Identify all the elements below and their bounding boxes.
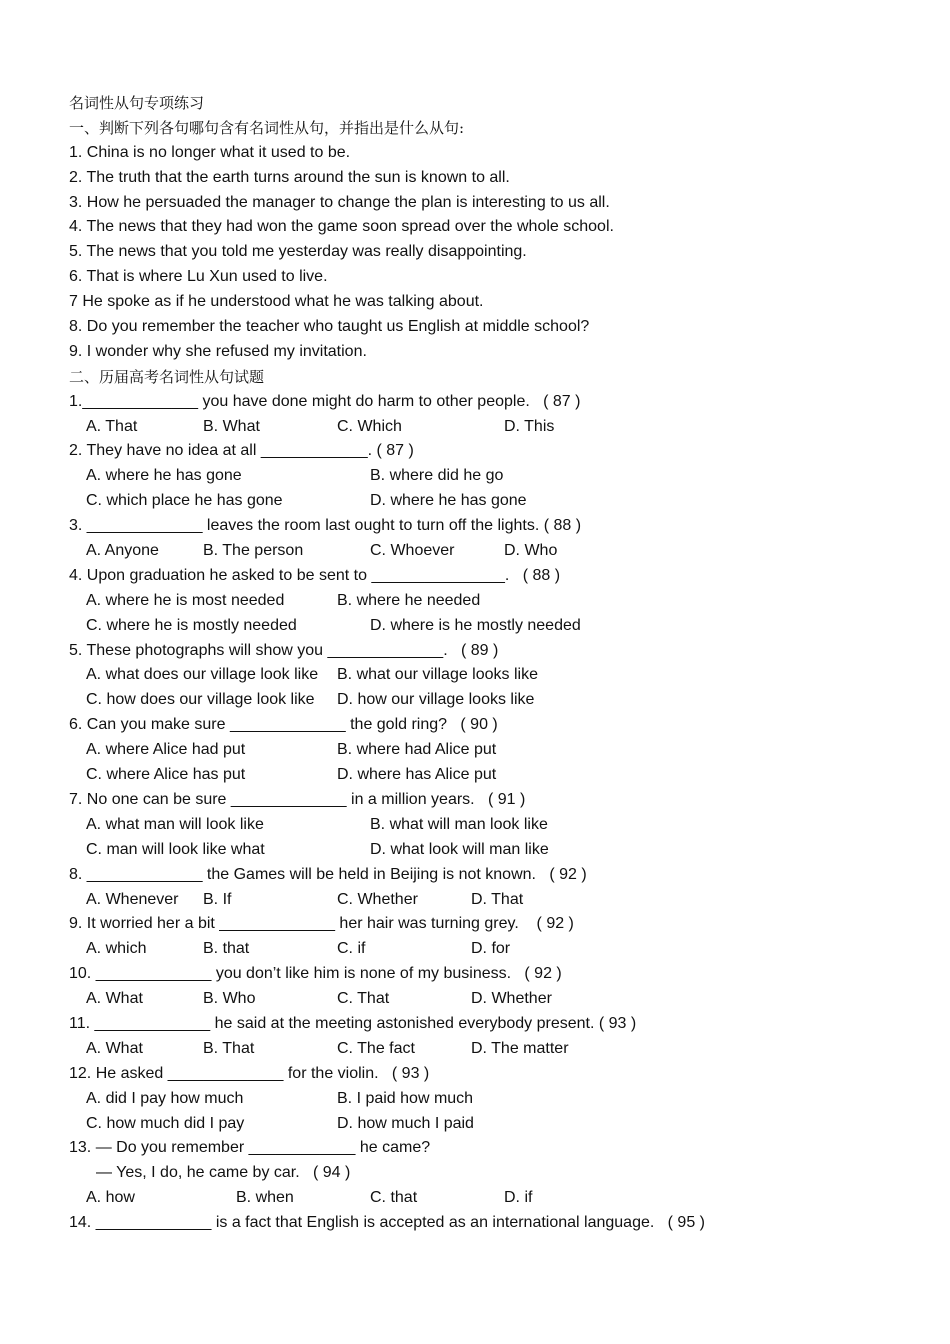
sentence-6: 6. That is where Lu Xun used to live. <box>69 268 328 286</box>
question-7-options-row2 <box>69 838 929 863</box>
question-6-options-row2 <box>69 763 929 788</box>
q10-option-d: D. Whether <box>471 990 552 1008</box>
question-4-options-row2 <box>69 614 929 639</box>
q9-option-c: C. if <box>337 940 366 958</box>
question-6-options-row1 <box>69 738 929 763</box>
q13-option-b: B. when <box>236 1189 294 1207</box>
question-1-options <box>69 415 929 440</box>
question-4-options-row1 <box>69 589 929 614</box>
question-5-stem: 5. These photographs will show you _____________. ( 89 ) <box>69 641 499 659</box>
question-8-stem: 8. _____________ the Games will be held in Beijing is not known. ( 92 ) <box>69 865 587 883</box>
question-7-stem: 7. No one can be sure _____________ in a million years. ( 91 ) <box>69 790 526 808</box>
q11-option-a: A. What <box>86 1039 143 1057</box>
document-page <box>69 91 929 1236</box>
q4-option-c: C. where he is mostly needed <box>86 616 297 634</box>
sentence-9: 9. I wonder why she refused my invitation. <box>69 342 367 360</box>
q4-option-a: A. where he is most needed <box>86 591 285 609</box>
q5-option-a: A. what does our village look like <box>86 666 319 684</box>
sentence-3: 3. How he persuaded the manager to change the plan is interesting to us all. <box>69 193 610 211</box>
q13-option-a: A. how <box>86 1189 135 1207</box>
q6-option-c: C. where Alice has put <box>86 766 246 784</box>
q12-option-b: B. I paid how much <box>337 1089 474 1107</box>
question-11-stem: 11. _____________ he said at the meeting astonished everybody present. ( 93 ) <box>69 1014 637 1032</box>
q3-option-d: D. Who <box>504 542 558 560</box>
question-4-stem: 4. Upon graduation he asked to be sent to _______________. ( 88 ) <box>69 566 561 584</box>
question-11-options <box>69 1037 929 1062</box>
sentence-7: 7 He spoke as if he understood what he was talking about. <box>69 293 484 311</box>
q10-option-a: A. What <box>86 990 143 1008</box>
q12-option-c: C. how much did I pay <box>86 1114 245 1132</box>
question-12-stem: 12. He asked _____________ for the violin. ( 93 ) <box>69 1064 430 1082</box>
q1-option-a: A. That <box>86 417 138 435</box>
q4-option-d: D. where is he mostly needed <box>370 616 581 634</box>
q3-option-c: C. Whoever <box>370 542 455 560</box>
q3-option-b: B. The person <box>203 542 304 560</box>
q7-option-a: A. what man will look like <box>86 815 264 833</box>
q2-option-a: A. where he has gone <box>86 467 242 485</box>
question-10-stem: 10. _____________ you don’t like him is none of my business. ( 92 ) <box>69 965 562 983</box>
sentence-1: 1. China is no longer what it used to be. <box>69 143 351 161</box>
q7-option-b: B. what will man look like <box>370 815 548 833</box>
question-9-stem: 9. It worried her a bit _____________ her hair was turning grey. ( 92 ) <box>69 915 574 933</box>
q11-option-d: D. The matter <box>471 1039 569 1057</box>
sentence-8: 8. Do you remember the teacher who taught us English at middle school? <box>69 318 590 336</box>
q3-option-a: A. Anyone <box>86 542 159 560</box>
q13-option-d: D. if <box>504 1189 533 1207</box>
q8-option-c: C. Whether <box>337 890 418 908</box>
q10-option-c: C. That <box>337 990 390 1008</box>
question-14-stem: 14. _____________ is a fact that English is accepted as an international language. ( 95 ) <box>69 1214 705 1232</box>
q2-option-c: C. which place he has gone <box>86 492 283 510</box>
q1-option-b: B. What <box>203 417 260 435</box>
sentence-4: 4. The news that they had won the game soon spread over the whole school. <box>69 218 614 236</box>
q2-option-b: B. where did he go <box>370 467 504 485</box>
q9-option-b: B. that <box>203 940 250 958</box>
sentence-2: 2. The truth that the earth turns around the sun is known to all. <box>69 168 510 186</box>
q8-option-d: D. That <box>471 890 524 908</box>
question-2-options-row1 <box>69 464 929 489</box>
section-2-heading: 二、历届高考名词性从句试题 <box>69 367 265 386</box>
q5-option-d: D. how our village looks like <box>337 691 535 709</box>
sentence-5: 5. The news that you told me yesterday was really disappointing. <box>69 243 527 261</box>
question-8-options <box>69 888 929 913</box>
q11-option-c: C. The fact <box>337 1039 415 1057</box>
question-12-options-row1 <box>69 1087 929 1112</box>
q12-option-a: A. did I pay how much <box>86 1089 244 1107</box>
section-1-heading: 一、判断下列各句哪句含有名词性从句，并指出是什么从句: <box>69 118 465 137</box>
question-3-options <box>69 539 929 564</box>
q1-option-c: C. Which <box>337 417 402 435</box>
q2-option-d: D. where he has gone <box>370 492 527 510</box>
question-5-options-row2 <box>69 688 929 713</box>
question-2-stem: 2. They have no idea at all ____________. ( 87 ) <box>69 442 414 460</box>
q8-option-b: B. If <box>203 890 232 908</box>
question-6-stem: 6. Can you make sure _____________ the gold ring? ( 90 ) <box>69 716 498 734</box>
question-10-options <box>69 987 929 1012</box>
question-3-stem: 3. _____________ leaves the room last ought to turn off the lights. ( 88 ) <box>69 517 582 535</box>
question-7-options-row1 <box>69 813 929 838</box>
question-1-stem: 1._____________ you have done might do harm to other people. ( 87 ) <box>69 392 581 410</box>
q11-option-b: B. That <box>203 1039 255 1057</box>
document-title: 名词性从句专项练习 <box>69 94 205 112</box>
q1-option-d: D. This <box>504 417 555 435</box>
q12-option-d: D. how much I paid <box>337 1114 474 1132</box>
question-5-options-row1 <box>69 663 929 688</box>
q6-option-b: B. where had Alice put <box>337 741 497 759</box>
question-13-stem: 13. — Do you remember ____________ he came? <box>69 1139 431 1157</box>
q7-option-c: C. man will look like what <box>86 840 265 858</box>
q13-option-c: C. that <box>370 1189 418 1207</box>
q10-option-b: B. Who <box>203 990 256 1008</box>
q6-option-d: D. where has Alice put <box>337 766 497 784</box>
q7-option-d: D. what look will man like <box>370 840 549 858</box>
q4-option-b: B. where he needed <box>337 591 481 609</box>
q9-option-a: A. which <box>86 940 147 958</box>
q6-option-a: A. where Alice had put <box>86 741 246 759</box>
q5-option-c: C. how does our village look like <box>86 691 315 709</box>
q8-option-a: A. Whenever <box>86 890 179 908</box>
question-12-options-row2 <box>69 1112 929 1137</box>
question-2-options-row2 <box>69 489 929 514</box>
question-13-options <box>69 1186 929 1211</box>
question-9-options <box>69 937 929 962</box>
q9-option-d: D. for <box>471 940 511 958</box>
question-13-stem-reply: — Yes, I do, he came by car. ( 94 ) <box>96 1164 351 1182</box>
q5-option-b: B. what our village looks like <box>337 666 538 684</box>
